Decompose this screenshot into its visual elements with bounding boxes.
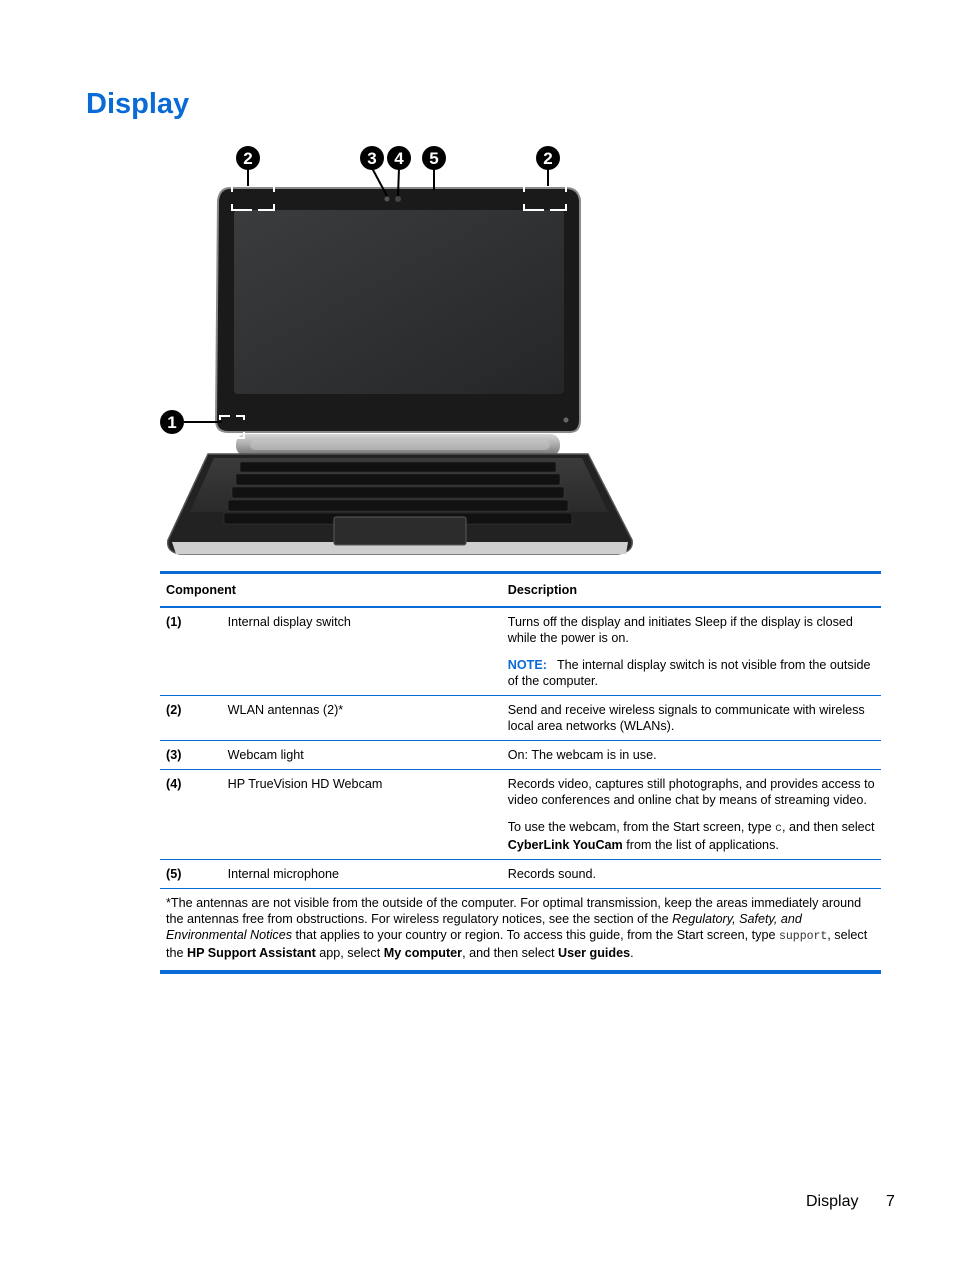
callout-2-left	[236, 146, 260, 170]
description-text: Turns off the display and initiates Sleep if the display is closed while the power is on.	[507, 615, 853, 645]
component-description	[502, 607, 881, 696]
svg-text:2: 2	[543, 149, 553, 168]
table-row	[160, 741, 881, 770]
laptop-base	[168, 454, 632, 554]
table-row	[160, 770, 881, 860]
svg-text:5: 5	[429, 149, 439, 168]
note	[508, 657, 875, 689]
svg-text:2: 2	[243, 149, 253, 168]
touchpad	[334, 517, 466, 545]
components-table	[160, 571, 881, 974]
description-instructions	[508, 819, 875, 853]
footnote	[160, 889, 881, 973]
footer-section-name: Display	[806, 1193, 859, 1210]
row-number: (2)	[166, 703, 182, 717]
component-name: HP TrueVision HD Webcam	[227, 777, 383, 791]
table-header-row	[160, 573, 881, 608]
note-label: NOTE:	[507, 658, 547, 672]
footnote-text: app, select	[315, 946, 384, 960]
instr-code: c	[775, 822, 783, 835]
footnote-menu-item: User guides	[558, 946, 631, 960]
description-text: On: The webcam is in use.	[507, 748, 657, 762]
hinge	[236, 434, 560, 456]
laptop-illustration	[158, 140, 638, 565]
footnote-menu-item: My computer	[383, 946, 463, 960]
callout-1	[160, 410, 184, 434]
component-description	[502, 741, 881, 770]
callout-4	[387, 146, 411, 170]
laptop-display-figure	[158, 140, 638, 565]
footnote-doc-title: Regulatory, Safety, and Environmental Notices	[166, 912, 802, 942]
footnote-text: .	[630, 946, 634, 960]
callout-2-right	[536, 146, 560, 170]
row-number: (5)	[166, 867, 182, 881]
header-component: Component	[166, 583, 236, 597]
display-lid	[216, 188, 580, 432]
instr-text: To use the webcam, from the Start screen, type	[507, 820, 776, 834]
component-name: Internal display switch	[227, 615, 351, 629]
keyboard	[224, 462, 572, 524]
instr-text: , and then select	[782, 820, 875, 834]
webcam-lens	[395, 196, 401, 202]
webcam-light-dot	[385, 197, 390, 202]
component-name: Internal microphone	[227, 867, 339, 881]
row-number: (3)	[166, 748, 182, 762]
component-name: Webcam light	[227, 748, 304, 762]
footnote-code: support	[778, 930, 828, 943]
table-row	[160, 860, 881, 889]
footnote-row	[160, 889, 881, 973]
instr-text: from the list of applications.	[622, 838, 779, 852]
table-row	[160, 607, 881, 696]
svg-text:4: 4	[394, 149, 404, 168]
footnote-text: that applies to your country or region. To access this guide, from the Start screen, type	[292, 928, 779, 942]
svg-text:1: 1	[167, 413, 177, 432]
instr-app-name: CyberLink YouCam	[507, 838, 623, 852]
component-description	[502, 860, 881, 889]
table-row	[160, 696, 881, 741]
description-text: Records sound.	[507, 867, 596, 881]
footnote-text: , and then select	[462, 946, 558, 960]
component-description	[502, 770, 881, 860]
component-description	[502, 696, 881, 741]
footnote-text: , select the	[166, 928, 868, 960]
page-title: Display	[86, 88, 190, 120]
component-name: WLAN antennas (2)*	[227, 703, 344, 717]
row-number: (1)	[166, 615, 182, 629]
footer-page-number: 7	[886, 1193, 895, 1210]
description-text: Send and receive wireless signals to communicate with wireless local area networks (WLANs).	[507, 703, 865, 733]
note-text: The internal display switch is not visible from the outside of the computer.	[507, 658, 871, 688]
row-number: (4)	[166, 777, 182, 791]
callout-3	[360, 146, 384, 170]
callout-5	[422, 146, 446, 170]
leader-line-4	[398, 168, 399, 196]
description-text: Records video, captures still photographs, and provides access to video conferences and online chat by means of streaming video.	[507, 777, 875, 807]
svg-text:3: 3	[367, 149, 377, 168]
display-screen	[234, 210, 564, 394]
header-description: Description	[507, 583, 578, 597]
footnote-app-name: HP Support Assistant	[187, 946, 316, 960]
footnote-text: *The antennas are not visible from the outside of the computer. For optimal transmission, keep the areas immediately around the antennas free from obstructions. For wireless regulatory notices, see the section of the	[166, 896, 862, 926]
